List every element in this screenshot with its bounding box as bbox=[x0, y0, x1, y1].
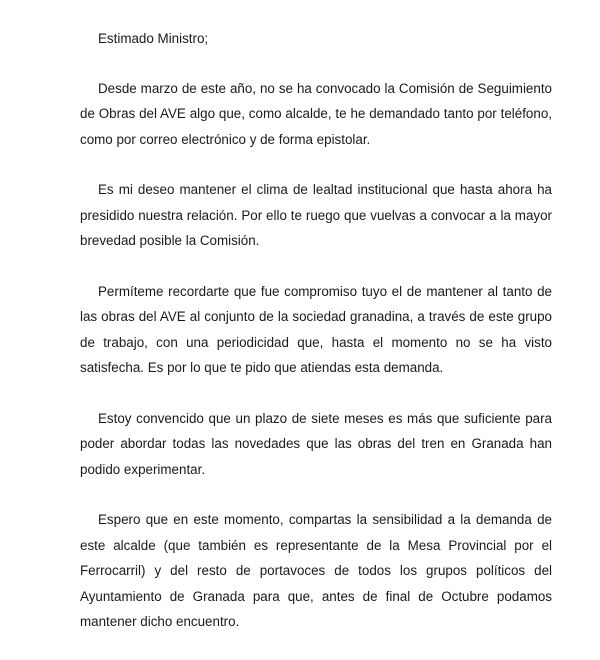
paragraph-encuentro: Espero que en este momento, compartas la sensibilidad a la demanda de este alcalde (que también es representante de la Mesa Provincial por el Ferrocarril) y del resto de portavoces de todos los grupos políticos del Ayuntamiento de Granada para que, antes de final de Octubre podamos mantener dicho encuentro. bbox=[80, 512, 552, 629]
paragraph-plazo: Estoy convencido que un plazo de siete meses es más que suficiente para poder abordar todas las novedades que las obras del tren en Granada han podido experimentar. bbox=[80, 410, 552, 477]
paragraph-convocatoria: Desde marzo de este año, no se ha convocado la Comisión de Seguimiento de Obras del AVE algo que, como alcalde, te he demandado tanto por teléfono, como por correo electrónico y de forma epistolar. bbox=[80, 80, 552, 147]
letter-body bbox=[80, 26, 552, 660]
paragraph-lealtad: Es mi deseo mantener el clima de lealtad institucional que hasta ahora ha presidido nuestra relación. Por ello te ruego que vuelvas a convocar a la mayor brevedad posible la Comisión. bbox=[80, 182, 552, 248]
letter-greeting: Estimado Ministro; bbox=[98, 31, 209, 46]
paragraph-compromiso: Permíteme recordarte que fue compromiso tuyo el de mantener al tanto de las obras del AVE al conjunto de la sociedad granadina, a través de este grupo de trabajo, con una periodicidad que, hasta el momento no se ha visto satisfecha. Es por lo que te pido que atiendas esta demanda. bbox=[80, 283, 552, 375]
